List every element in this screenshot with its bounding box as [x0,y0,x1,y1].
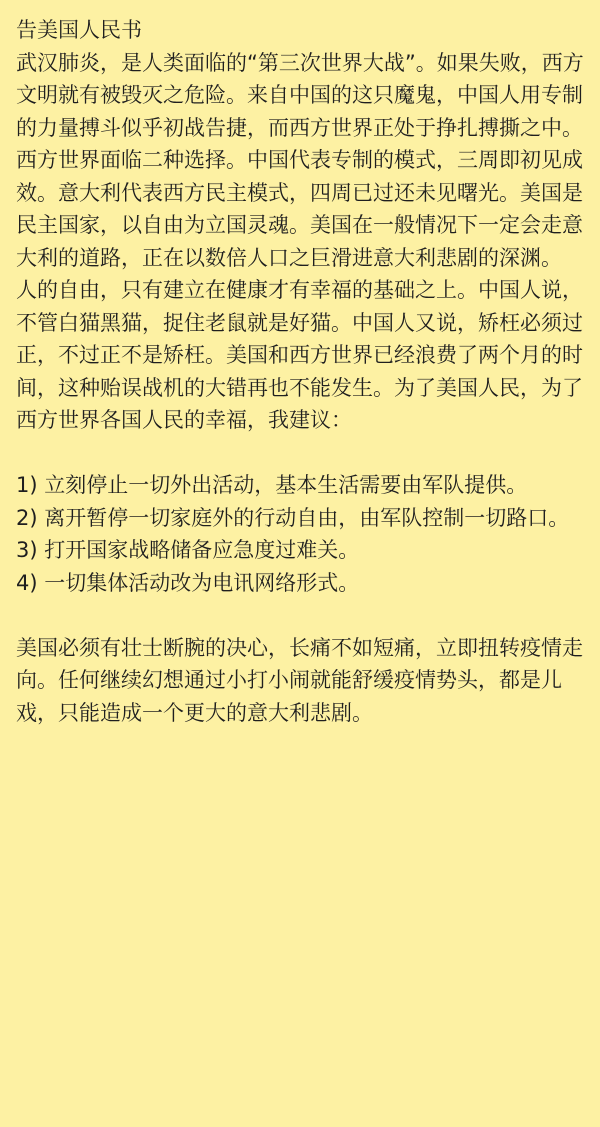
list-item [16,469,586,502]
paragraph-1: 武汉肺炎，是人类面临的“第三次世界大战”。如果失败，西方文明就有被毁灭之危险。来自中国的这只魔鬼，中国人用专制的力量搏斗似乎初战告捷，而西方世界正处于挣扎搏撕之中。 [16,50,584,140]
paragraph-3: 人的自由，只有建立在健康才有幸福的基础之上。中国人说，不管白猫黑猫，捉住老鼠就是好猫。中国人又说，矫枉必须过正，不过正不是矫枉。美国和西方世界已经浪费了两个月的时间，这种贻误战机的大错再也不能发生。为了美国人民，为了西方世界各国人民的幸福，我建议： [16,278,583,432]
spacer [16,437,586,470]
document-title: 告美国人民书 [16,18,142,42]
list-item-text: 打开国家战略储备应急度过难关。 [44,538,360,562]
list-item-text: 离开暂停一切家庭外的行动自由，由军队控制一切路口。 [44,505,570,530]
list-item-number: 3) [16,538,45,562]
list-item-number: 4) [16,570,45,595]
paragraph-4: 美国必须有壮士断腕的决心，长痛不如短痛，立即扭转疫情走向。任何继续幻想通过小打小闹就能舒缓疫情势头，都是儿戏，只能造成一个更大的意大利悲剧。 [16,635,583,725]
recommendation-list [16,469,586,599]
list-item-number: 1) [16,473,45,497]
list-item [16,502,586,535]
list-item [16,534,586,567]
spacer [16,599,586,632]
paragraph-2: 西方世界面临二种选择。中国代表专制的模式，三周即初见成效。意大利代表西方民主模式，四周已过还未见曙光。美国是民主国家，以自由为立国灵魂。美国在一般情况下一定会走意大利的道路，正在以数倍人口之巨滑进意大利悲剧的深渊。 [16,148,583,270]
list-item [16,567,586,600]
list-item-text: 一切集体活动改为电讯网络形式。 [44,570,360,595]
list-item-number: 2) [16,505,45,530]
list-item-text: 立刻停止一切外出活动，基本生活需要由军队提供。 [44,473,528,497]
